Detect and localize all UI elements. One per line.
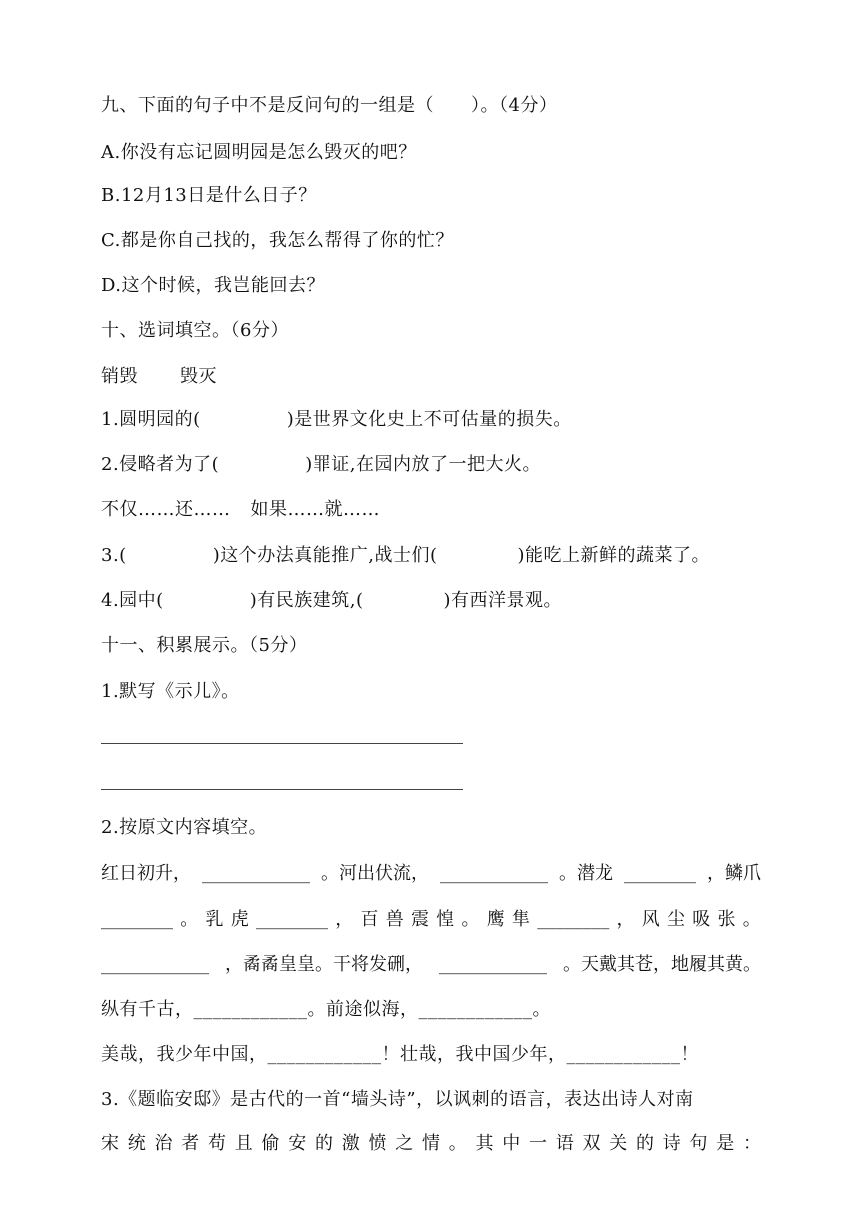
poem-char: 震 xyxy=(411,909,429,930)
answer-blank[interactable]: ________ xyxy=(537,909,610,930)
poem-char: 张 xyxy=(717,909,736,930)
text-char: 一 xyxy=(529,1133,547,1154)
sentence-text: 4.园中( xyxy=(101,590,164,611)
answer-blank[interactable]: ____________ xyxy=(440,863,548,884)
q11-part-1: 1.默写《示儿》。 xyxy=(101,681,240,702)
text-char: 是 xyxy=(716,1133,735,1154)
text-char: 诗 xyxy=(662,1133,681,1154)
answer-blank[interactable]: ________ xyxy=(624,863,696,884)
q10-sentence-3 xyxy=(101,543,710,569)
poem-line-2 xyxy=(101,907,761,933)
sentence-text: )能吃上新鲜的蔬菜了。 xyxy=(517,545,710,566)
text-char: 的 xyxy=(636,1133,654,1154)
poem-char: 乳 xyxy=(205,909,224,930)
question-10-title: 十、选词填空。（6分） xyxy=(101,320,289,341)
text-char: 。 xyxy=(448,1133,467,1154)
sentence-text: )有西洋景观。 xyxy=(443,590,563,611)
question-11-title: 十一、积累展示。（5分） xyxy=(101,635,308,656)
poem-text: 。河出伏流， xyxy=(321,863,429,884)
sentence-text: 3.( xyxy=(101,545,127,566)
answer-blank[interactable]: ____________ xyxy=(439,954,547,975)
text-char: 治 xyxy=(154,1133,173,1154)
poem-char: ， xyxy=(335,909,354,930)
q10-sentence-1 xyxy=(101,407,572,433)
text-char: 宋 xyxy=(101,1133,119,1154)
poem-char: 百 xyxy=(360,909,379,930)
poem-line-3 xyxy=(101,952,761,978)
text-char: 统 xyxy=(127,1133,146,1154)
poem-line-1 xyxy=(101,861,761,887)
poem-text: 。前途似海， xyxy=(307,999,419,1020)
answer-blank[interactable]: ________ xyxy=(256,909,328,930)
poem-char: 鹰 xyxy=(486,909,505,930)
poem-char: 虎 xyxy=(230,909,249,930)
q9-option-d: D.这个时候，我岂能回去？ xyxy=(101,275,326,296)
word-option: 销毁 xyxy=(101,366,138,387)
answer-blank[interactable]: ____________ xyxy=(267,1044,382,1065)
text-char: 其 xyxy=(475,1133,494,1154)
poem-text: 红日初升， xyxy=(101,863,191,884)
poem-char: 惶 xyxy=(436,909,455,930)
question-9-title: 九、下面的句子中不是反问句的一组是（ ）。（4分） xyxy=(101,95,558,116)
text-char: 激 xyxy=(341,1133,360,1154)
word-option: 毁灭 xyxy=(180,366,217,387)
q9-option-b: B.12月13日是什么日子？ xyxy=(101,185,317,206)
text-char: 的 xyxy=(315,1133,333,1154)
text-char: 之 xyxy=(395,1133,414,1154)
poem-char: 吸 xyxy=(692,909,711,930)
poem-char: 。 xyxy=(742,909,761,930)
poem-text: 。潜龙 xyxy=(559,863,613,884)
poem-char: 隼 xyxy=(512,909,530,930)
poem-char: 。 xyxy=(180,909,199,930)
writing-line[interactable] xyxy=(101,743,463,744)
poem-text: 。天戴其苍，地履其黄。 xyxy=(563,954,761,975)
word-group-2 xyxy=(101,497,380,523)
text-char: 双 xyxy=(582,1133,601,1154)
poem-char: ， xyxy=(616,909,635,930)
poem-char: 。 xyxy=(461,909,480,930)
answer-blank[interactable]: ________ xyxy=(101,909,173,930)
poem-text: ！壮哉，我中国少年， xyxy=(381,1044,567,1065)
q9-option-a: A.你没有忘记圆明园是怎么毁灭的吧？ xyxy=(101,142,417,163)
text-char: 安 xyxy=(288,1133,307,1154)
text-char: 偷 xyxy=(261,1133,280,1154)
text-char: 且 xyxy=(234,1133,253,1154)
q11-part-3-line-1: 3.《题临安邸》是古代的一首“墙头诗”，以讽刺的语言，表达出诗人对南 xyxy=(101,1089,694,1110)
sentence-text: 2.侵略者为了( xyxy=(101,454,220,475)
q10-sentence-2 xyxy=(101,452,541,478)
sentence-text: )有民族建筑,( xyxy=(249,590,364,611)
text-char: ： xyxy=(743,1133,761,1154)
poem-text: ，矞矞皇皇。干将发硎， xyxy=(225,954,423,975)
text-char: 苟 xyxy=(208,1133,226,1154)
text-char: 情 xyxy=(422,1133,440,1154)
answer-blank[interactable]: ____________ xyxy=(418,999,533,1020)
text-char: 关 xyxy=(609,1133,628,1154)
writing-line[interactable] xyxy=(101,789,463,790)
answer-blank[interactable]: ____________ xyxy=(202,863,310,884)
poem-char: 尘 xyxy=(667,909,685,930)
q9-option-c: C.都是你自己找的，我怎么帮得了你的忙？ xyxy=(101,230,454,251)
poem-text: 纵有千古， xyxy=(101,999,194,1020)
poem-line-4 xyxy=(101,997,551,1023)
answer-blank[interactable]: ____________ xyxy=(566,1044,681,1065)
text-char: 者 xyxy=(181,1133,200,1154)
text-char: 句 xyxy=(689,1133,708,1154)
text-char: 愤 xyxy=(368,1133,387,1154)
answer-blank[interactable]: ____________ xyxy=(193,999,308,1020)
q11-part-2: 2.按原文内容填空。 xyxy=(101,817,268,838)
word-group-1 xyxy=(101,364,217,390)
poem-text: 。 xyxy=(532,999,551,1020)
text-char: 语 xyxy=(555,1133,574,1154)
word-option: 不仅……还…… xyxy=(101,499,231,520)
sentence-text: 1.圆明园的( xyxy=(101,409,201,430)
text-char: 中 xyxy=(502,1133,521,1154)
q11-part-3-line-2 xyxy=(101,1131,761,1157)
poem-char: 风 xyxy=(641,909,660,930)
poem-text: ！ xyxy=(680,1044,699,1065)
sentence-text: )这个办法真能推广,战士们( xyxy=(212,545,438,566)
poem-text: ，鳞爪 xyxy=(707,863,761,884)
sentence-text: )是世界文化史上不可估量的损失。 xyxy=(286,409,572,430)
sentence-text: )罪证,在园内放了一把大火。 xyxy=(305,454,541,475)
answer-blank[interactable]: ____________ xyxy=(101,954,209,975)
q10-sentence-4 xyxy=(101,588,562,614)
poem-line-5 xyxy=(101,1042,699,1068)
poem-text: 美哉，我少年中国， xyxy=(101,1044,268,1065)
word-option: 如果……就…… xyxy=(250,499,380,520)
poem-char: 兽 xyxy=(385,909,404,930)
